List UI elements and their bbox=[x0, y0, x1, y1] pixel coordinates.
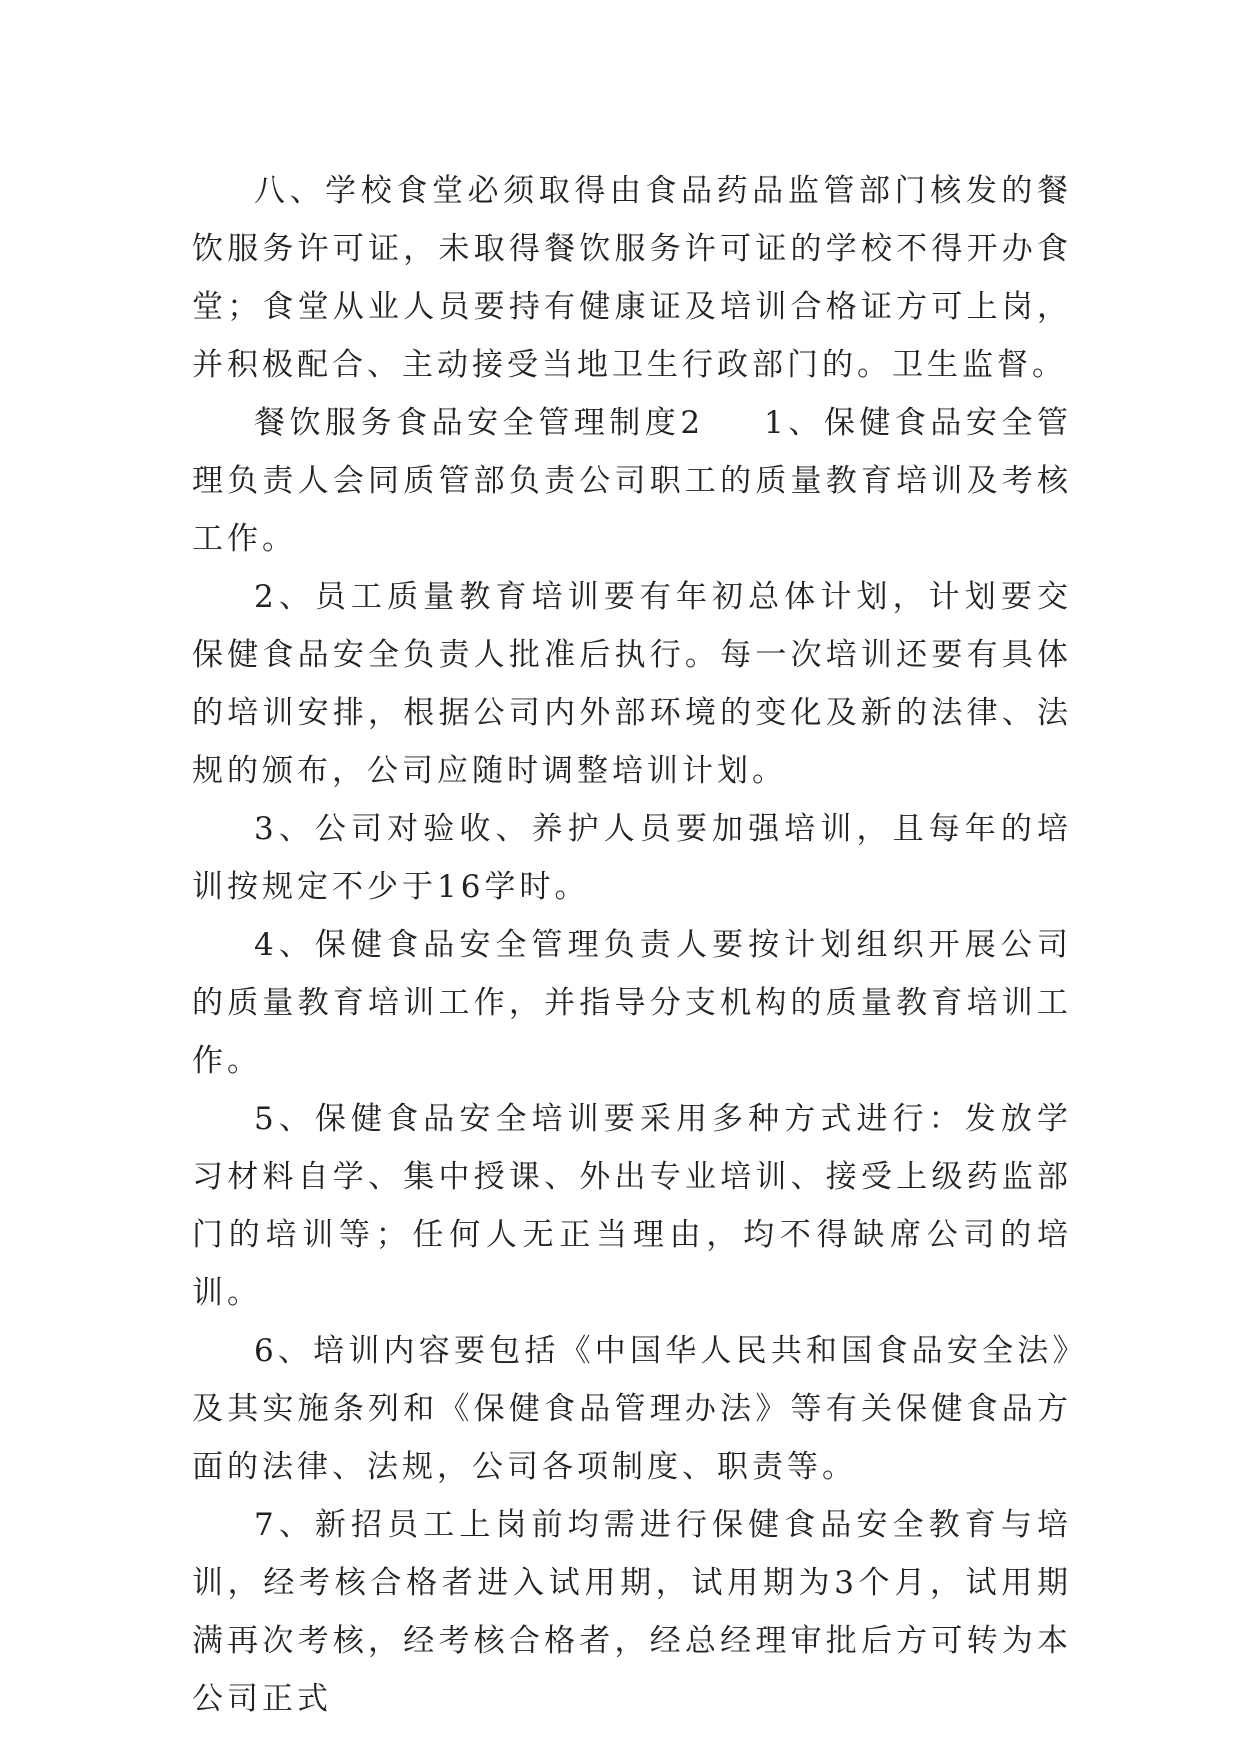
paragraph-item-6: 6、培训内容要包括《中国华人民共和国食品安全法》及其实施条列和《保健食品管理办法》等有关保健食品方面的法律、法规，公司各项制度、职责等。 bbox=[192, 1333, 1072, 1485]
paragraph-section-2 bbox=[192, 394, 1072, 568]
paragraph-item-3: 3、公司对验收、养护人员要加强培训，且每年的培训按规定不少于16学时。 bbox=[192, 811, 1072, 905]
paragraph-item-5: 5、保健食品安全培训要采用多种方式进行：发放学习材料自学、集中授课、外出专业培训、接受上级药监部门的培训等；任何人无正当理由，均不得缺席公司的培训。 bbox=[192, 1101, 1072, 1311]
document-body bbox=[192, 162, 1072, 1728]
paragraph-item-4: 4、保健食品安全管理负责人要按计划组织开展公司的质量教育培训工作，并指导分支机构的质量教育培训工作。 bbox=[192, 927, 1072, 1079]
section-first-item: 1、保健食品安全管理负责人会同质管部负责公司职工的质量教育培训及考核工作。 bbox=[192, 405, 1072, 557]
section-heading: 餐饮服务食品安全管理制度2 bbox=[254, 405, 705, 441]
paragraph-8: 八、学校食堂必须取得由食品药品监管部门核发的餐饮服务许可证，未取得餐饮服务许可证的学校不得开办食堂；食堂从业人员要持有健康证及培训合格证方可上岗，并积极配合、主动接受当地卫生行政部门的。卫生监督。 bbox=[192, 173, 1072, 383]
paragraph-item-7: 7、新招员工上岗前均需进行保健食品安全教育与培训，经考核合格者进入试用期，试用期为3个月，试用期满再次考核，经考核合格者，经总经理审批后方可转为本公司正式 bbox=[192, 1507, 1072, 1717]
paragraph-item-2: 2、员工质量教育培训要有年初总体计划，计划要交保健食品安全负责人批准后执行。每一次培训还要有具体的培训安排，根据公司内外部环境的变化及新的法律、法规的颁布，公司应随时调整培训计划。 bbox=[192, 579, 1072, 789]
